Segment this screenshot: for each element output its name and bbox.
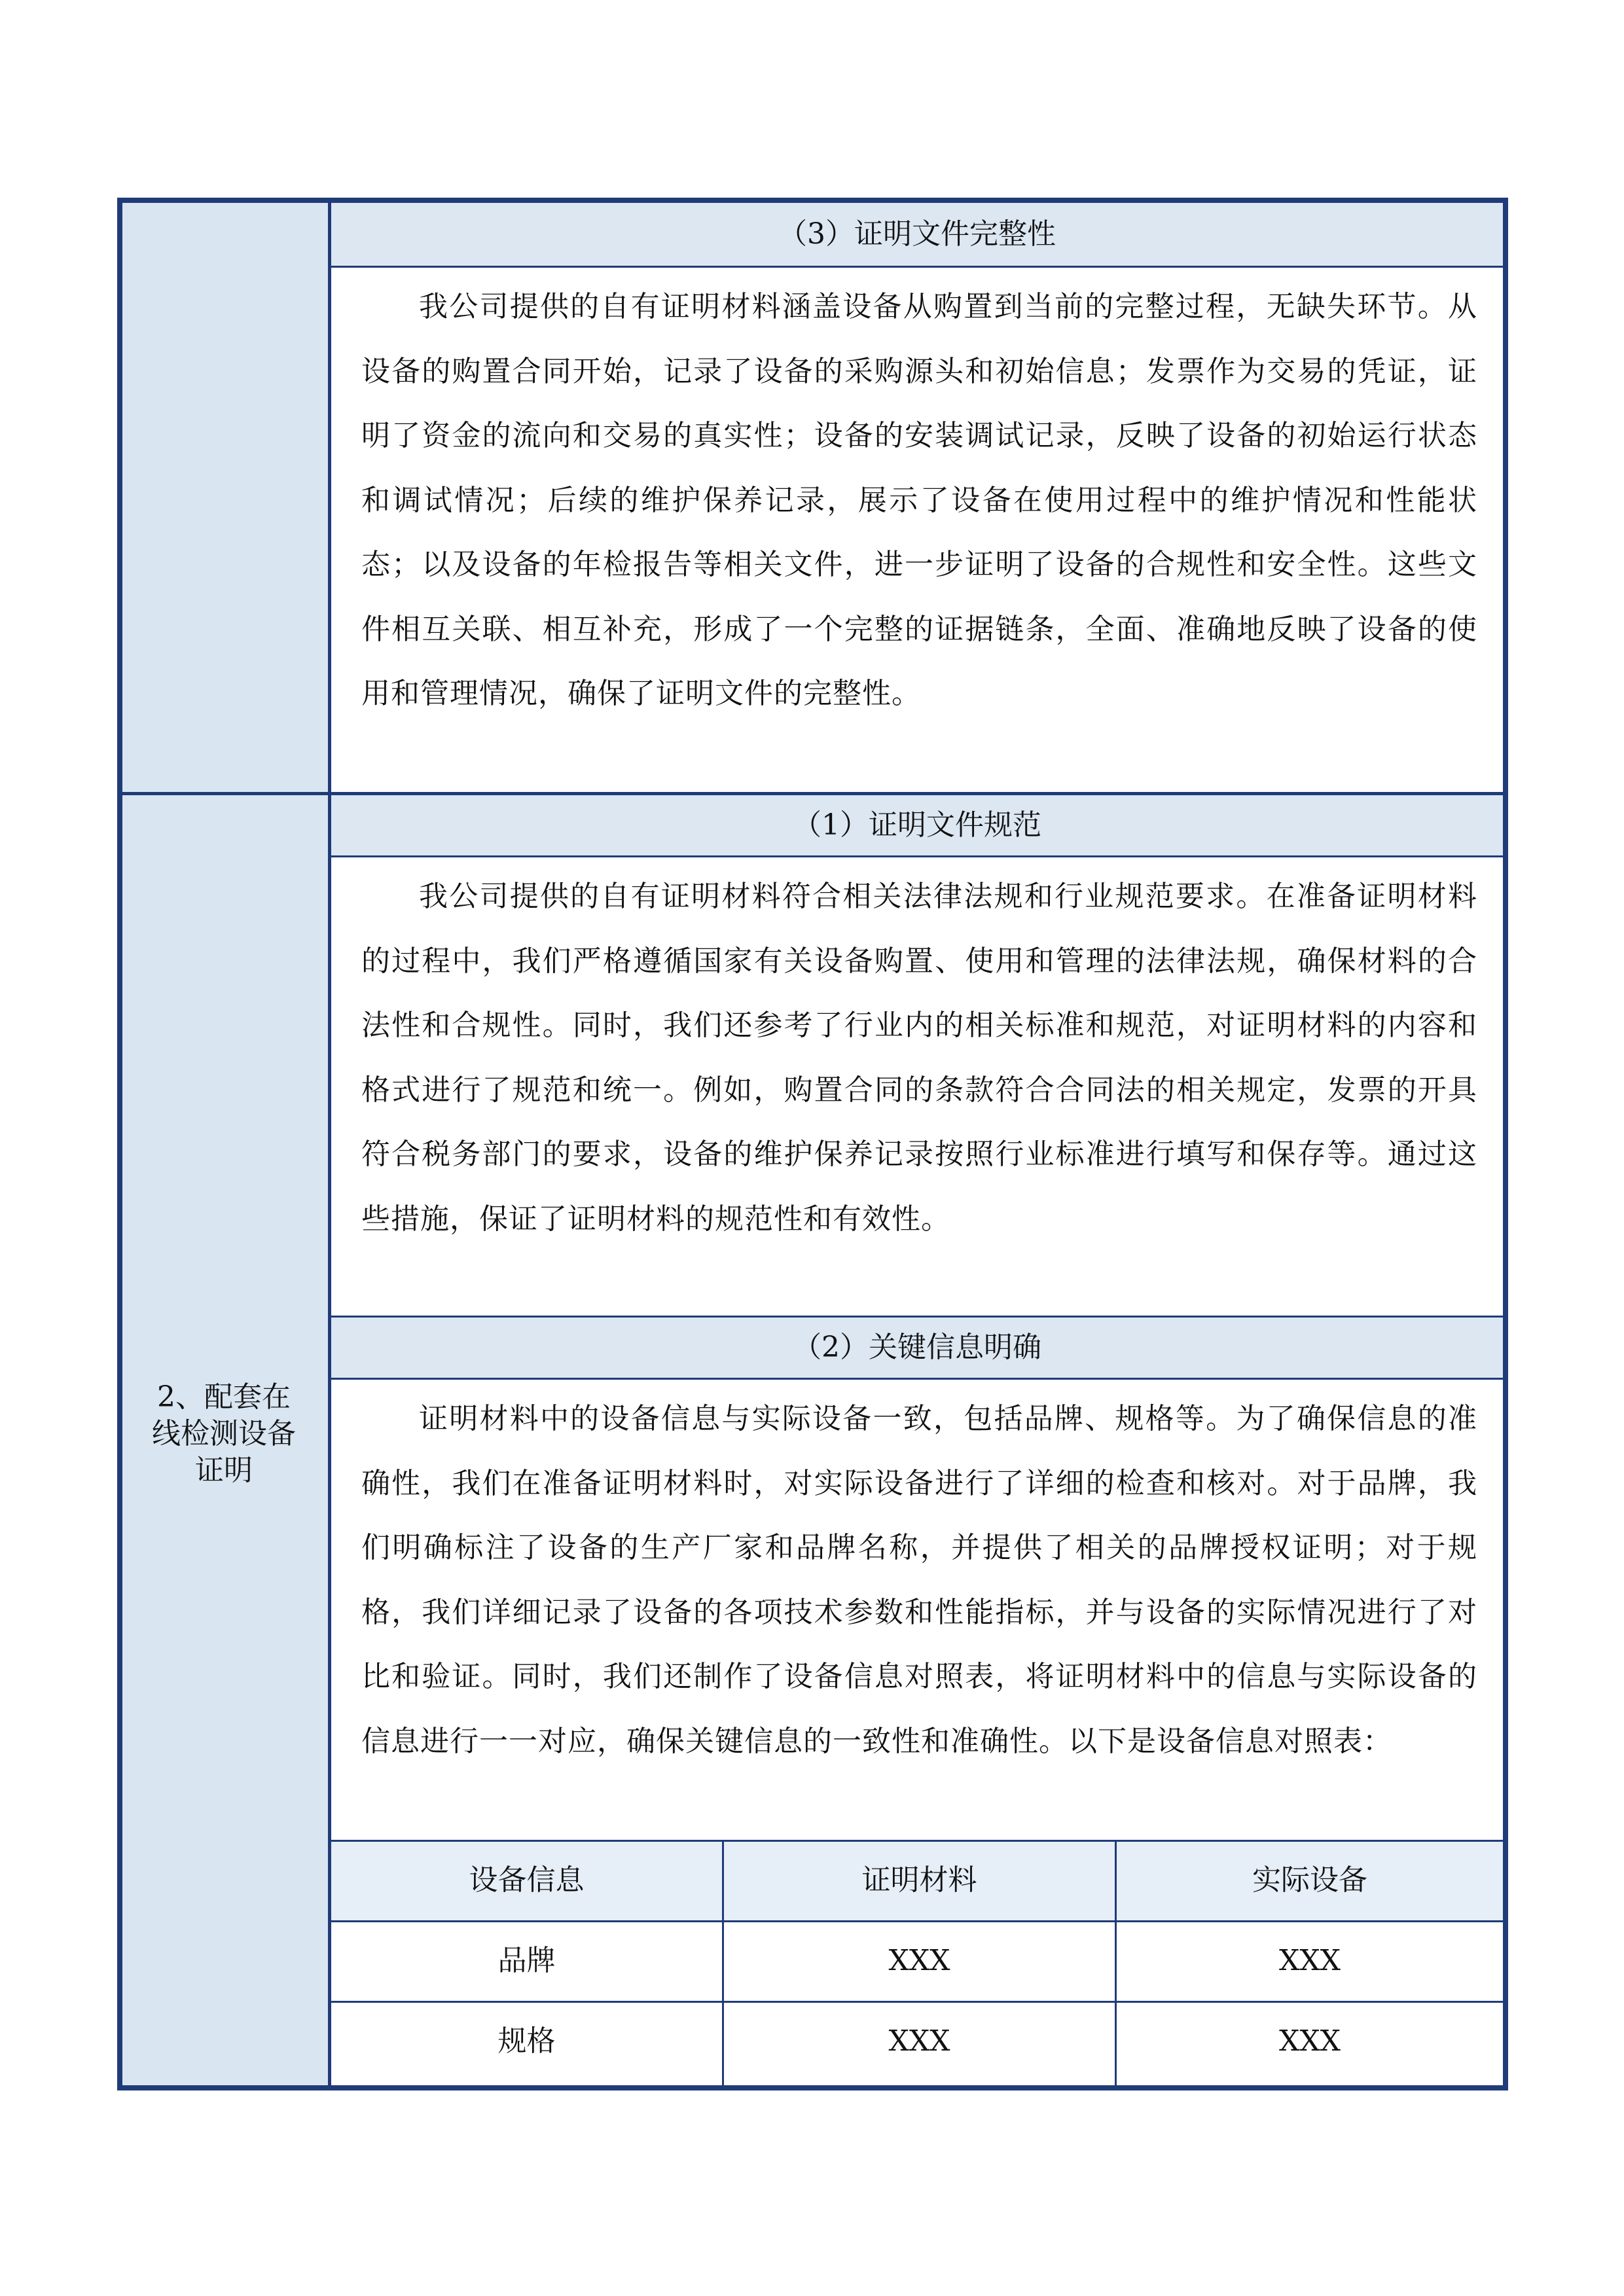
divider — [331, 855, 1503, 857]
section1-body: 我公司提供的自有证明材料涵盖设备从购置到当前的完整过程，无缺失环节。从设备的购置合同开始，记录了设备的采购源头和初始信息；发票作为交易的凭证，证明了资金的流向和交易的真实性；设备的安装调试记录，反映了设备的初始运行状态和调试情况；后续的维护保养记录，展示了设备在使用过程中的维护情况和性能状态；以及设备的年检报告等相关文件，进一步证明了设备的合规性和安全性。这些文件相互关联、相互补充，形成了一个完整的证据链条，全面、准确地反映了设备的使用和管理情况，确保了证明文件的完整性。 — [361, 290, 1477, 710]
sub2-heading: （2）关键信息明确 — [331, 1318, 1503, 1378]
table-col-border — [1115, 1842, 1117, 2085]
sub2-body: 证明材料中的设备信息与实际设备一致，包括品牌、规格等。为了确保信息的准确性，我们在准备证明材料时，对实际设备进行了详细的检查和核对。对于品牌，我们明确标注了设备的生产厂家和品牌名称，并提供了相关的品牌授权证明；对于规格，我们详细记录了设备的各项技术参数和性能指标，并与设备的实际情况进行了对比和验证。同时，我们还制作了设备信息对照表，将证明材料中的信息与实际设备的信息进行一一对应，确保关键信息的一致性和准确性。以下是设备信息对照表： — [361, 1402, 1477, 1758]
sub1-heading: （1）证明文件规范 — [331, 795, 1503, 855]
table-cell: 品牌 — [497, 1944, 556, 1977]
table-col-border — [722, 1842, 724, 2085]
table-cell: XXX — [888, 1944, 950, 1977]
table-cell: XXX — [888, 2024, 950, 2058]
sub1-body: 我公司提供的自有证明材料符合相关法律法规和行业规范要求。在准备证明材料的过程中，我们严格遵循国家有关设备购置、使用和管理的法律法规，确保材料的合法性和合规性。同时，我们还参考了行业内的相关标准和规范，对证明材料的内容和格式进行了规范和统一。例如，购置合同的条款符合合同法的相关规定，发票的开具符合税务部门的要求，设备的维护保养记录按照行业标准进行填写和保存等。通过这些措施，保证了证明材料的规范性和有效性。 — [361, 880, 1477, 1236]
table-cell: 规格 — [497, 2024, 556, 2058]
section1-heading: （3）证明文件完整性 — [331, 203, 1503, 266]
table-header-cell: 实际设备 — [1117, 1842, 1503, 1920]
left-cell-section1 — [122, 203, 331, 795]
table-header-cell: 证明材料 — [724, 1842, 1115, 1920]
divider — [331, 1378, 1503, 1380]
table-header-cell: 设备信息 — [331, 1842, 722, 1920]
row-label: 2、配套在线检测设备证明 — [152, 1380, 296, 1487]
document-table — [117, 198, 1508, 2090]
divider — [331, 266, 1503, 268]
table-cell: XXX — [1279, 1944, 1341, 1977]
table-cell: XXX — [1279, 2024, 1341, 2058]
